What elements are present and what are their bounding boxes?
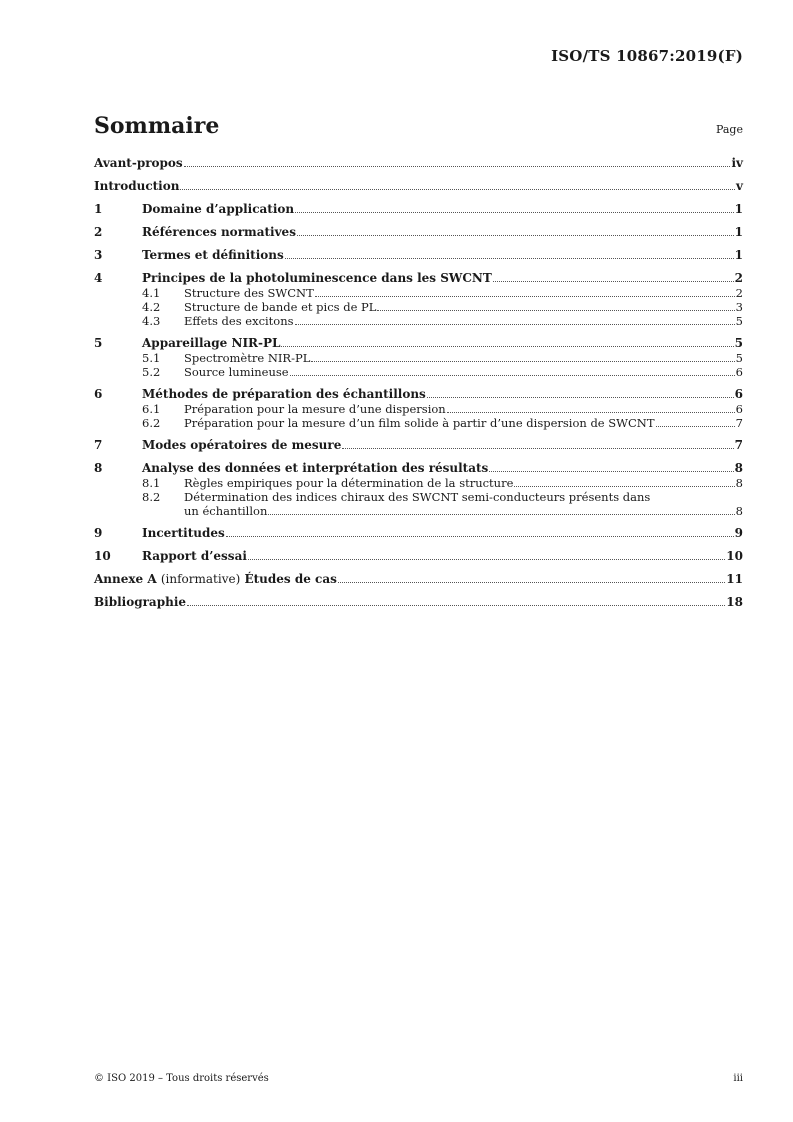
toc-page: 1 [734, 225, 743, 239]
toc-page: 8 [734, 461, 743, 475]
leader-dots [489, 471, 733, 472]
annex-title: Études de cas [244, 572, 337, 586]
leader-dots [493, 281, 734, 282]
toc-group-6 [94, 387, 743, 430]
leader-dots [342, 448, 733, 449]
toc-number: 1 [94, 202, 103, 216]
leader-dots [180, 189, 735, 190]
toc-entry-4[interactable] [94, 271, 743, 286]
footer-copyright: © ISO 2019 – Tous droits réservés [94, 1073, 269, 1084]
toc-page: 5 [735, 314, 743, 328]
toc-entry-6[interactable] [94, 387, 743, 402]
toc-page: 5 [735, 351, 743, 365]
leader-dots [248, 559, 725, 560]
toc-page: iv [731, 156, 743, 170]
toc-entry-4-1[interactable] [94, 286, 743, 300]
toc-entry-5-2[interactable] [94, 365, 743, 379]
toc-group-annexe-a [94, 572, 743, 587]
toc-label: Introduction [94, 179, 180, 193]
toc-label: Principes de la photoluminescence dans les SWCNT [142, 271, 492, 285]
toc-entry-1[interactable] [94, 202, 743, 217]
toc-number: 6.2 [142, 416, 161, 430]
toc-label-line2: un échantillon [184, 504, 268, 518]
leader-dots [427, 397, 734, 398]
toc-label: Références normatives [142, 225, 296, 239]
toc-entry-9[interactable] [94, 526, 743, 541]
toc-number: 5.1 [142, 351, 161, 365]
toc-page: 10 [726, 549, 743, 563]
toc-group-introduction [94, 179, 743, 194]
toc-entry-5[interactable] [94, 336, 743, 351]
toc-number: 8 [94, 461, 103, 475]
table-of-contents [94, 156, 743, 618]
toc-group-bibliographie [94, 595, 743, 610]
toc-number: 2 [94, 225, 103, 239]
toc-page: 18 [726, 595, 743, 609]
leader-dots [290, 375, 735, 376]
toc-label: Avant-propos [94, 156, 183, 170]
toc-page: 7 [734, 438, 743, 452]
toc-group-5 [94, 336, 743, 379]
toc-group-8 [94, 461, 743, 518]
toc-group-1 [94, 202, 743, 217]
toc-number: 5.2 [142, 365, 161, 379]
toc-label: Appareillage NIR-PL [142, 336, 281, 350]
leader-dots [297, 235, 734, 236]
toc-number: 7 [94, 438, 103, 452]
leader-dots [281, 346, 733, 347]
leader-dots [514, 486, 734, 487]
toc-label-line1: Détermination des indices chiraux des SWCNT semi-conducteurs présents dans [184, 490, 651, 504]
toc-page: 1 [734, 248, 743, 262]
toc-page: 6 [735, 402, 743, 416]
toc-label: Structure des SWCNT [184, 286, 314, 300]
toc-number: 6.1 [142, 402, 161, 416]
toc-entry-8-2-continuation[interactable] [94, 504, 743, 518]
toc-entry-avant-propos[interactable] [94, 156, 743, 171]
toc-page: 5 [734, 336, 743, 350]
toc-entry-8[interactable] [94, 461, 743, 476]
toc-label: Règles empiriques pour la détermination de la structure [184, 476, 514, 490]
toc-label: Préparation pour la mesure d’un film solide à partir d’une dispersion de SWCNT [184, 416, 655, 430]
toc-entry-5-1[interactable] [94, 351, 743, 365]
toc-entry-4-2[interactable] [94, 300, 743, 314]
toc-entry-8-2[interactable] [94, 490, 743, 504]
toc-page: 6 [734, 387, 743, 401]
footer-page-number: iii [733, 1073, 743, 1084]
leader-dots [295, 212, 734, 213]
toc-label [94, 572, 337, 587]
leader-dots [184, 166, 731, 167]
toc-label: Termes et définitions [142, 248, 284, 262]
toc-page: 9 [734, 526, 743, 540]
toc-label: Source lumineuse [184, 365, 289, 379]
toc-entry-6-1[interactable] [94, 402, 743, 416]
toc-entry-3[interactable] [94, 248, 743, 263]
toc-group-9 [94, 526, 743, 541]
page-title: Sommaire [94, 113, 220, 139]
toc-group-2 [94, 225, 743, 240]
toc-group-10 [94, 549, 743, 564]
leader-dots [377, 310, 734, 311]
leader-dots [338, 582, 725, 583]
toc-label: Modes opératoires de mesure [142, 438, 342, 452]
toc-page: 1 [734, 202, 743, 216]
toc-entry-2[interactable] [94, 225, 743, 240]
toc-page: v [736, 179, 743, 193]
toc-label: Effets des excitons [184, 314, 294, 328]
leader-dots [295, 324, 735, 325]
toc-label: Structure de bande et pics de PL [184, 300, 377, 314]
toc-number: 8.1 [142, 476, 161, 490]
toc-label: Méthodes de préparation des échantillons [142, 387, 426, 401]
toc-entry-6-2[interactable] [94, 416, 743, 430]
toc-label: Spectromètre NIR-PL [184, 351, 311, 365]
toc-entry-bibliographie[interactable] [94, 595, 743, 610]
title-row [94, 113, 743, 139]
toc-page: 2 [734, 271, 743, 285]
leader-dots [285, 258, 734, 259]
toc-label: Rapport d’essai [142, 549, 247, 563]
toc-number: 4.1 [142, 286, 161, 300]
leader-dots [656, 426, 735, 427]
toc-label: Bibliographie [94, 595, 187, 609]
toc-number: 8.2 [142, 490, 161, 504]
toc-page: 11 [726, 572, 743, 586]
page-column-label: Page [715, 123, 743, 136]
toc-group-7 [94, 438, 743, 453]
toc-page: 8 [735, 476, 743, 490]
toc-number: 6 [94, 387, 103, 401]
toc-page: 2 [735, 286, 743, 300]
toc-entry-7[interactable] [94, 438, 743, 453]
toc-entry-8-1[interactable] [94, 476, 743, 490]
toc-label: Analyse des données et interprétation des résultats [142, 461, 489, 475]
toc-number: 4.2 [142, 300, 161, 314]
toc-group-avant-propos [94, 156, 743, 171]
toc-entry-10[interactable] [94, 549, 743, 564]
toc-page: 6 [735, 365, 743, 379]
document-identifier: ISO/TS 10867:2019(F) [551, 47, 743, 65]
toc-number: 9 [94, 526, 103, 540]
annex-prefix: Annexe A [94, 572, 157, 586]
toc-entry-annexe-a[interactable] [94, 572, 743, 587]
leader-dots [447, 412, 735, 413]
toc-number: 3 [94, 248, 103, 262]
annex-qualifier: (informative) [160, 572, 241, 586]
toc-label: Préparation pour la mesure d’une dispersion [184, 402, 446, 416]
toc-group-4 [94, 271, 743, 328]
toc-entry-introduction[interactable] [94, 179, 743, 194]
toc-page: 3 [735, 300, 743, 314]
leader-dots [311, 361, 734, 362]
toc-number: 4 [94, 271, 103, 285]
toc-entry-4-3[interactable] [94, 314, 743, 328]
leader-dots [315, 296, 735, 297]
toc-number: 5 [94, 336, 103, 350]
toc-label: Incertitudes [142, 526, 225, 540]
toc-group-3 [94, 248, 743, 263]
toc-number: 10 [94, 549, 111, 563]
leader-dots [187, 605, 725, 606]
toc-number: 4.3 [142, 314, 161, 328]
toc-label: Domaine d’application [142, 202, 295, 216]
leader-dots [226, 536, 734, 537]
toc-page: 8 [735, 504, 743, 518]
toc-page: 7 [735, 416, 743, 430]
leader-dots [268, 514, 734, 515]
